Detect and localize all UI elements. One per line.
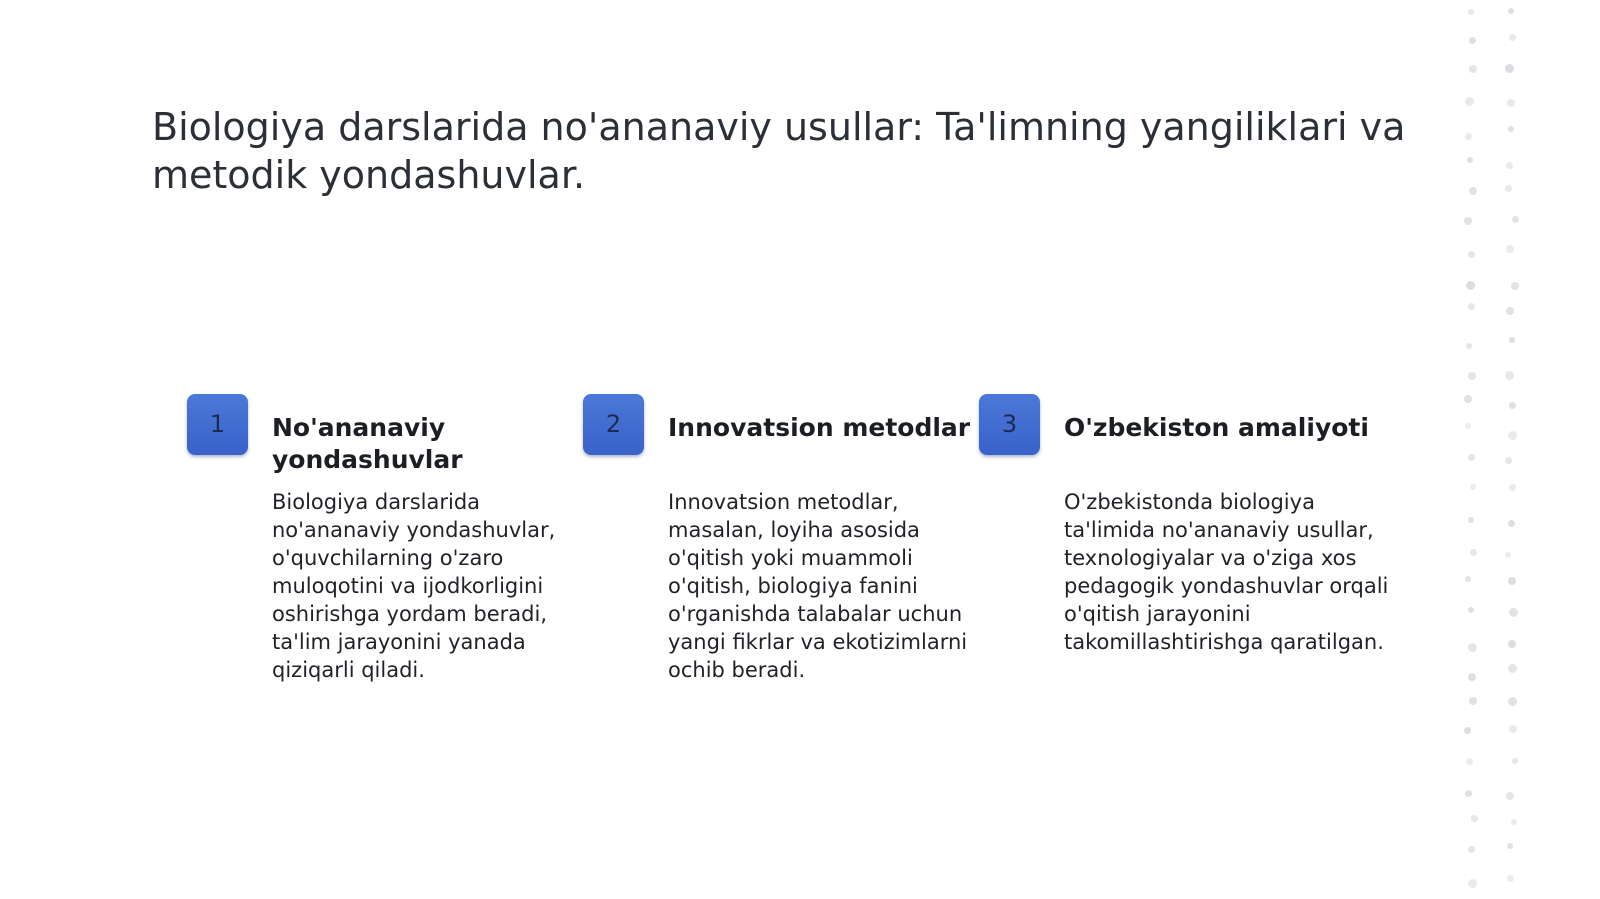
decor-dot	[1467, 157, 1473, 163]
decor-dot	[1465, 423, 1471, 429]
decor-dot	[1468, 643, 1477, 652]
slide-title: Biologiya darslarida no'ananaviy usullar: Ta'limning yangiliklari va metodik yondashuvlar.	[152, 105, 1406, 197]
decor-dot	[1506, 792, 1514, 800]
item-body: O'zbekistonda biologiya ta'limida no'ananaviy usullar, texnologiyalar va o'ziga xos pedagogik yondashuvlar orqali o'qitish jarayonini takomillashtirishga qaratilgan.	[1064, 490, 1389, 654]
decor-dot	[1466, 281, 1475, 290]
decor-dot	[1505, 185, 1512, 192]
decor-dot	[1468, 607, 1474, 613]
decor-dot	[1509, 402, 1516, 409]
decor-dot	[1511, 282, 1519, 290]
decor-dot	[1509, 725, 1517, 733]
decor-dot	[1464, 217, 1472, 225]
item-heading: O'zbekiston amaliyoti	[1064, 413, 1369, 442]
decor-dot	[1506, 162, 1513, 169]
decor-dot	[1466, 758, 1473, 765]
item-heading: Innovatsion metodlar	[668, 413, 971, 442]
decor-dot	[1468, 517, 1474, 523]
decor-dot	[1469, 697, 1477, 705]
decor-dot	[1509, 484, 1516, 491]
decor-dot	[1512, 216, 1519, 223]
decor-dot	[1509, 34, 1516, 41]
decor-dot	[1511, 819, 1517, 825]
item-card	[979, 394, 1389, 694]
decor-dot	[1468, 9, 1474, 15]
decor-dot	[1470, 484, 1476, 490]
decor-dot	[1509, 337, 1515, 343]
decor-dot	[1465, 790, 1472, 797]
decor-dot	[1506, 307, 1514, 315]
decor-dot	[1509, 608, 1518, 617]
decor-dot	[1470, 549, 1477, 556]
decor-dot	[1512, 758, 1518, 764]
decor-dot	[1469, 187, 1477, 195]
decor-dot	[1464, 395, 1472, 403]
decor-dot	[1505, 64, 1514, 73]
decor-dot	[1505, 371, 1514, 380]
decorative-dots	[1460, 0, 1540, 899]
decor-dot	[1505, 457, 1512, 464]
decor-dot	[1468, 673, 1476, 681]
decor-dot	[1507, 875, 1514, 882]
decor-dot	[1508, 640, 1516, 648]
item-heading: No'ananaviy yondashuvlar	[272, 413, 463, 474]
decor-dot	[1465, 576, 1471, 582]
decor-dot	[1508, 520, 1515, 527]
number-badge: 2	[583, 394, 644, 455]
decor-dot	[1468, 454, 1475, 461]
item-body: Innovatsion metodlar, masalan, loyiha asosida o'qitish yoki muammoli o'qitish, biologiya fanini o'rganishda talabalar uchun yangi fikrlar va ekotizimlarni ochib beradi.	[668, 490, 968, 682]
decor-dot	[1468, 251, 1475, 258]
decor-dot	[1465, 133, 1472, 140]
number-badge: 1	[187, 394, 248, 455]
decor-dot	[1507, 843, 1513, 849]
item-card	[187, 394, 587, 694]
decor-dot	[1505, 552, 1511, 558]
decor-dot	[1508, 577, 1516, 585]
items-row	[187, 394, 1427, 694]
decor-dot	[1507, 99, 1515, 107]
item-card	[583, 394, 983, 694]
decor-dot	[1471, 815, 1478, 822]
decor-dot	[1468, 846, 1475, 853]
decor-dot	[1508, 431, 1517, 440]
decor-dot	[1468, 879, 1477, 888]
decor-dot	[1508, 8, 1514, 14]
item-body: Biologiya darslarida no'ananaviy yondashuvlar, o'quvchilarning o'zaro muloqotini va ijodkorligini oshirishga yordam beradi, ta'lim jarayonini yanada qiziqarli qiladi.	[272, 490, 556, 682]
decor-dot	[1468, 303, 1475, 310]
decor-dot	[1508, 664, 1517, 673]
decor-dot	[1508, 697, 1517, 706]
number-badge: 3	[979, 394, 1040, 455]
decor-dot	[1464, 727, 1471, 734]
decor-dot	[1469, 65, 1477, 73]
decor-dot	[1508, 126, 1514, 132]
decor-dot	[1469, 37, 1476, 44]
decor-dot	[1465, 97, 1474, 106]
decor-dot	[1466, 343, 1472, 349]
decor-dot	[1468, 372, 1476, 380]
decor-dot	[1506, 245, 1514, 253]
